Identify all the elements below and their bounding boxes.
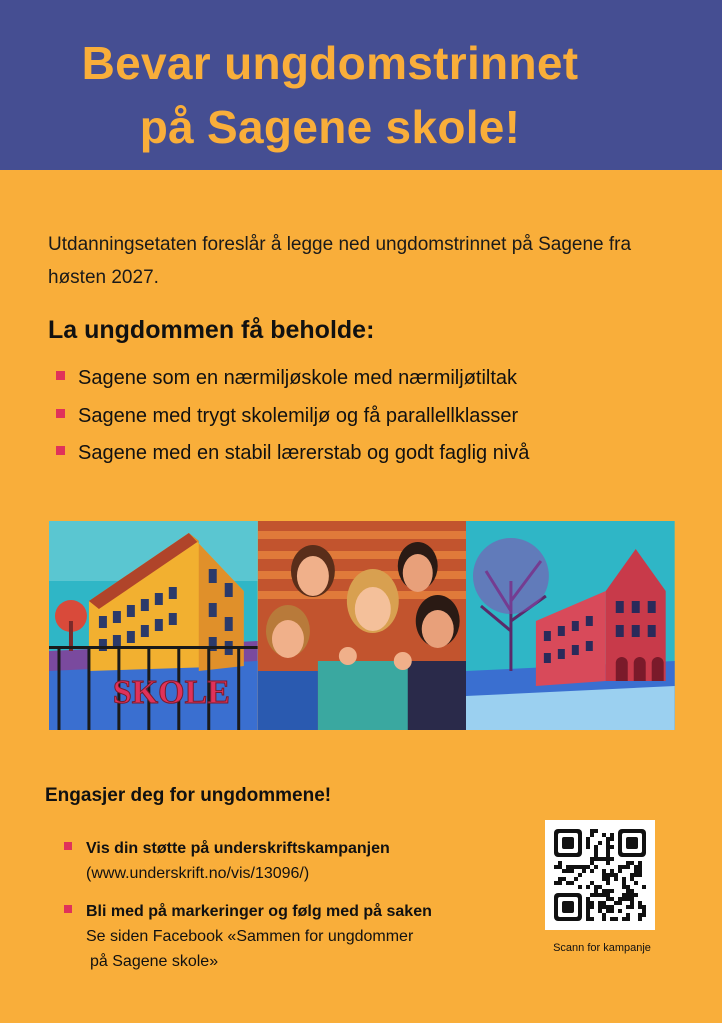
- action-item-events: [64, 899, 432, 974]
- header-banner: [0, 0, 722, 170]
- qr-code[interactable]: [545, 820, 655, 930]
- sign-text: SKOLE: [112, 673, 230, 712]
- facebook-page-text: Se siden Facebook «Sammen for ungdommer: [86, 928, 414, 945]
- petition-url[interactable]: (www.underskrift.no/vis/13096/): [86, 865, 310, 882]
- page-title-line-2: på Sagene skole!: [139, 101, 521, 153]
- list-item: Sagene med trygt skolemiljø og få parallellklasser: [56, 402, 529, 440]
- bullet-square-icon: [56, 409, 65, 418]
- engage-heading: Engasjer deg for ungdommene!: [45, 785, 332, 806]
- action-title: Vis din støtte på underskriftskampanjen: [86, 840, 390, 857]
- subheading: La ungdommen få beholde:: [48, 316, 375, 344]
- teenagers-illustration: [258, 521, 467, 730]
- bullet-square-icon: [56, 371, 65, 380]
- bullet-square-icon: [64, 842, 72, 850]
- bullet-square-icon: [64, 905, 72, 913]
- facebook-page-text-cont: på Sagene skole»: [90, 953, 219, 970]
- action-item-petition: [64, 836, 390, 886]
- brick-school-illustration: [466, 521, 675, 730]
- page-title-line-1: Bevar ungdomstrinnet: [81, 37, 579, 89]
- list-item: Sagene som en nærmiljøskole med nærmiljøtiltak: [56, 364, 529, 402]
- qr-caption: Scann for kampanje: [553, 942, 651, 954]
- bullet-square-icon: [56, 446, 65, 455]
- list-item: Sagene med en stabil lærerstab og godt faglig nivå: [56, 439, 529, 477]
- demand-list: [56, 364, 529, 477]
- intro-text: Utdanningsetaten foreslår å legge ned ungdomstrinnet på Sagene fra høsten 2027.: [48, 234, 632, 288]
- school-building-illustration: [49, 521, 258, 730]
- action-title: Bli med på markeringer og følg med på saken: [86, 903, 432, 920]
- illustration-strip: [49, 521, 675, 730]
